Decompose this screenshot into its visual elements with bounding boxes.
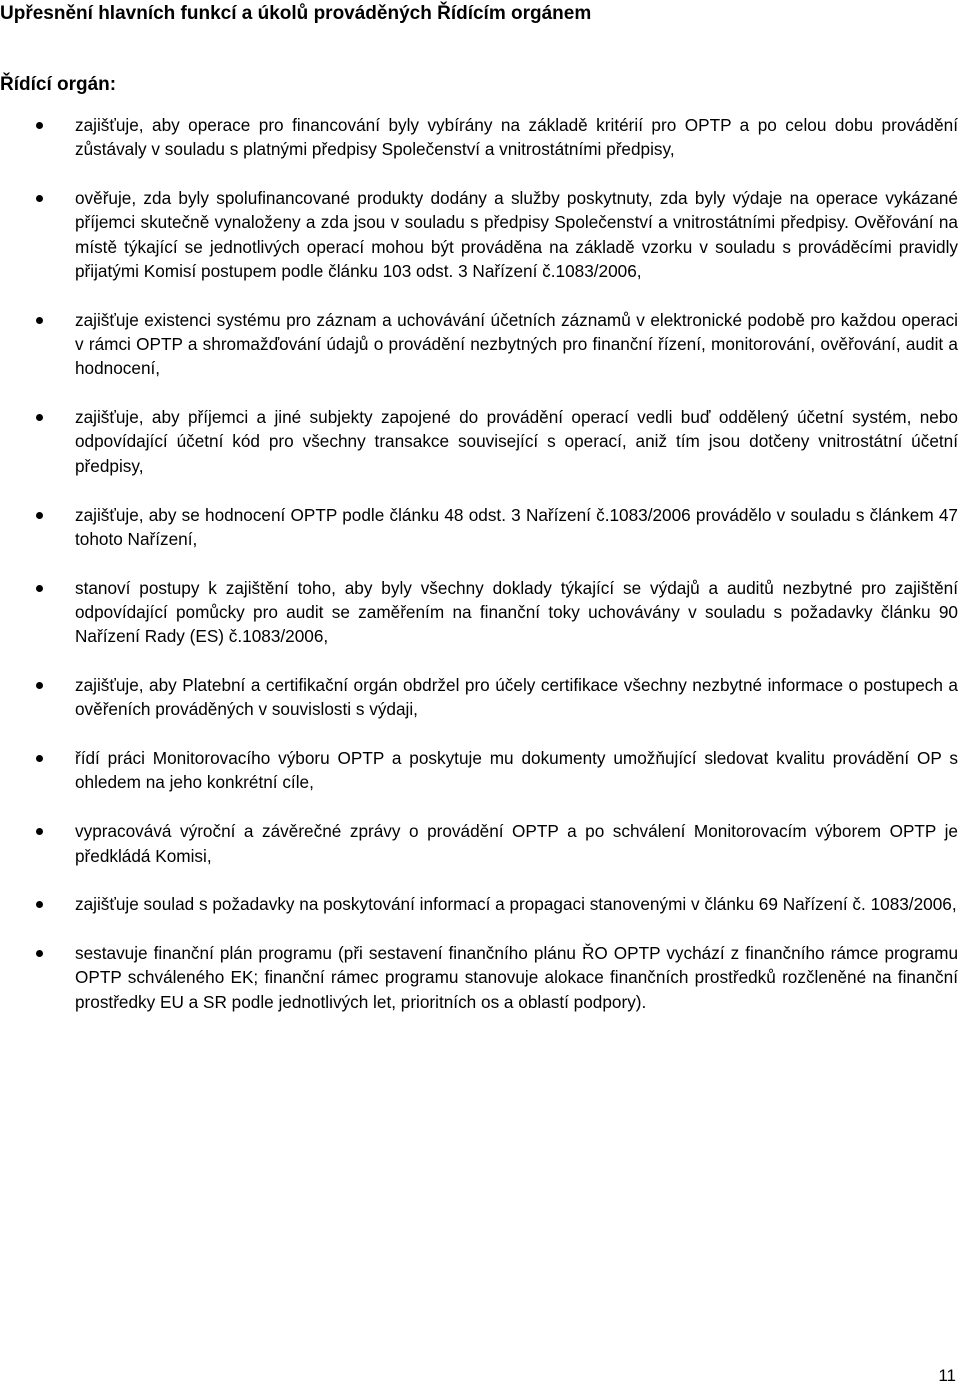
list-item xyxy=(0,186,960,283)
list-item-text: řídí práci Monitorovacího výboru OPTP a poskytuje mu dokumenty umožňující sledovat kvalitu provádění OP s ohledem na jeho konkrétní cíle, xyxy=(75,748,958,793)
bullet-icon xyxy=(36,414,43,421)
bullet-icon xyxy=(36,317,43,324)
list-item xyxy=(0,113,960,162)
bullet-icon xyxy=(36,585,43,592)
list-item xyxy=(0,746,960,795)
list-item-text: zajišťuje, aby příjemci a jiné subjekty zapojené do provádění operací vedli buď oddělený účetní systém, nebo odpovídající účetní kód pro všechny transakce související s operací, aniž tím jsou dotčeny vnitrostátní účetní předpisy, xyxy=(75,407,958,476)
list-item-text: vypracovává výroční a závěrečné zprávy o provádění OPTP a po schválení Monitorovacím výborem OPTP je předkládá Komisi, xyxy=(75,821,958,866)
bullet-icon xyxy=(36,950,43,957)
list-item xyxy=(0,941,960,1014)
list-item xyxy=(0,503,960,552)
responsibilities-list xyxy=(0,113,960,1039)
list-item xyxy=(0,405,960,478)
bullet-icon xyxy=(36,195,43,202)
list-item-text: zajišťuje, aby operace pro financování byly vybírány na základě kritérií pro OPTP a po celou dobu provádění zůstávaly v souladu s platnými předpisy Společenství a vnitrostátními předpisy, xyxy=(75,115,958,160)
list-item-text: zajišťuje existenci systému pro záznam a uchovávání účetních záznamů v elektronické podobě pro každou operaci v rámci OPTP a shromažďování údajů o provádění nezbytných pro finanční řízení, monitorování, ověřování, audit a hodnocení, xyxy=(75,309,958,379)
list-item-text: zajišťuje, aby se hodnocení OPTP podle článku 48 odst. 3 Nařízení č.1083/2006 provádělo v souladu s článkem 47 tohoto Nařízení, xyxy=(75,504,958,549)
list-item-text: sestavuje finanční plán programu (při sestavení finančního plánu ŘO OPTP vychází z finančního rámce programu OPTP schváleného EK; finanční rámec programu stanovuje alokace finančních prostředků rozčleněné na finanční prostředky EU a SR podle jednotlivých let, prioritních os a oblastí podpory). xyxy=(75,943,958,1012)
bullet-icon xyxy=(36,901,43,908)
list-item xyxy=(0,673,960,722)
list-item xyxy=(0,576,960,649)
page-title: Upřesnění hlavních funkcí a úkolů prováděných Řídícím orgánem xyxy=(0,3,592,24)
list-item-text: ověřuje, zda byly spolufinancované produkty dodány a služby poskytnuty, zda byly výdaje na operace vykázané příjemci skutečně vynaloženy a zda jsou v souladu s předpisy Společenství a vnitrostátními předpisy. Ověřování na místě týkající se jednotlivých operací mohou být prováděna na základě vzorku v souladu s prováděcími pravidly přijatými Komisí postupem podle článku 103 odst. 3 Nařízení č.1083/2006, xyxy=(75,188,958,281)
bullet-icon xyxy=(36,755,43,762)
list-item-text: zajišťuje soulad s požadavky na poskytování informací a propagaci stanovenými v článku 69 Nařízení č. 1083/2006, xyxy=(75,894,957,915)
list-item-text: stanoví postupy k zajištění toho, aby byly všechny doklady týkající se výdajů a auditů nezbytné pro zajištění odpovídající pomůcky pro audit se zaměřením na finanční toky uchovávány v souladu s požadavky článku 90 Nařízení Rady (ES) č.1083/2006, xyxy=(75,577,958,647)
list-item xyxy=(0,892,960,916)
bullet-icon xyxy=(36,122,43,129)
bullet-icon xyxy=(36,828,43,835)
section-heading: Řídící orgán: xyxy=(0,74,117,95)
bullet-icon xyxy=(36,682,43,689)
list-item xyxy=(0,819,960,868)
bullet-icon xyxy=(36,512,43,519)
list-item xyxy=(0,308,960,381)
list-item-text: zajišťuje, aby Platební a certifikační orgán obdržel pro účely certifikace všechny nezbytné informace o postupech a ověřeních prováděných v souvislosti s výdaji, xyxy=(75,675,958,720)
page-number: 11 xyxy=(938,1366,956,1385)
